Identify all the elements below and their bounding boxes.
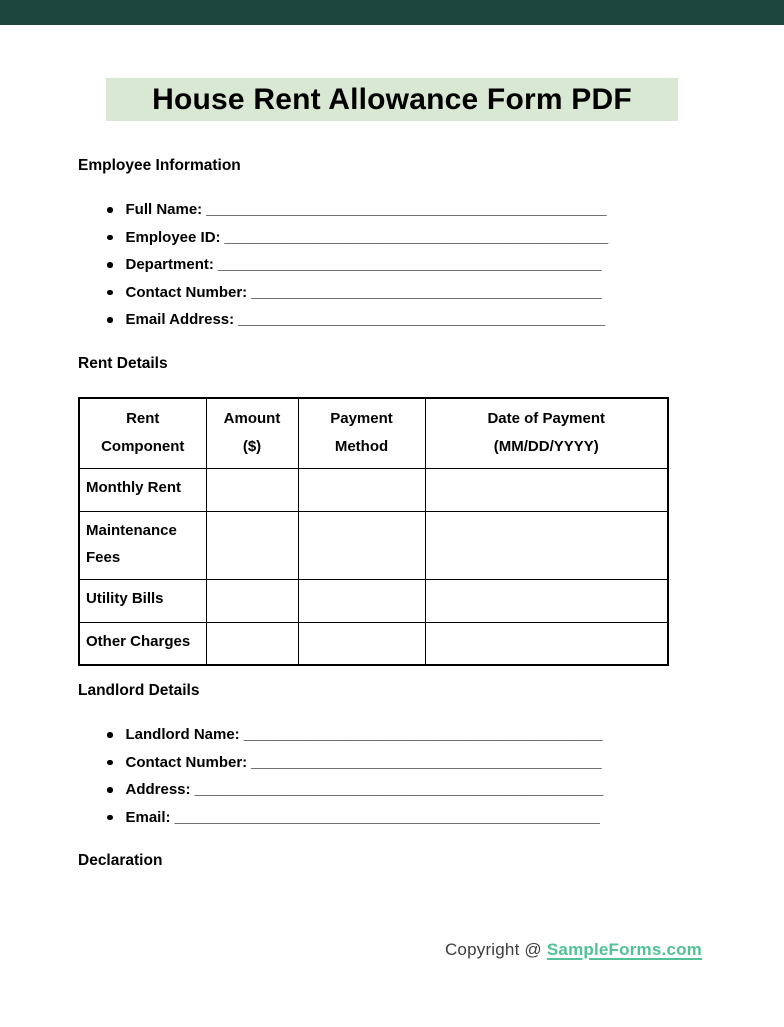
row-label: Utility Bills bbox=[79, 579, 206, 622]
table-header-row bbox=[79, 398, 668, 468]
col-header-payment-method bbox=[298, 398, 425, 468]
blank-line: ___________________________________________ bbox=[243, 726, 603, 744]
empty-cell bbox=[298, 511, 425, 579]
field-landlord-email bbox=[78, 804, 603, 832]
field-landlord-contact-number bbox=[78, 749, 603, 777]
row-label: Monthly Rent bbox=[79, 468, 206, 511]
row-label: Maintenance Fees bbox=[79, 511, 206, 579]
field-employee-id bbox=[78, 224, 608, 252]
col-header-amount bbox=[206, 398, 298, 468]
table-row-other-charges bbox=[79, 622, 668, 665]
field-landlord-name bbox=[78, 721, 603, 749]
heading-landlord-details: Landlord Details bbox=[78, 682, 200, 699]
bullet-icon bbox=[107, 207, 113, 213]
bullet-icon bbox=[107, 732, 113, 738]
header-line: Rent bbox=[126, 410, 160, 428]
landlord-fields-list bbox=[78, 721, 603, 831]
rent-details-table bbox=[78, 397, 669, 666]
blank-line: __________________________________________ bbox=[251, 283, 602, 301]
site-header-strip bbox=[0, 0, 784, 25]
field-contact-number bbox=[78, 279, 608, 307]
blank-line: _________________________________________________ bbox=[194, 781, 604, 799]
bullet-icon bbox=[107, 262, 113, 268]
bullet-icon bbox=[107, 760, 113, 766]
header-line: Date of Payment bbox=[487, 410, 606, 428]
field-department bbox=[78, 251, 608, 279]
table-row-maintenance-fees bbox=[79, 511, 668, 579]
copyright-text: Copyright @ bbox=[444, 940, 542, 959]
col-header-rent-component bbox=[79, 398, 206, 468]
heading-declaration: Declaration bbox=[78, 852, 163, 869]
table-row-monthly-rent bbox=[79, 468, 668, 511]
blank-line: __________________________________________ bbox=[251, 753, 602, 771]
field-label: Contact Number: bbox=[125, 753, 248, 771]
bullet-icon bbox=[107, 317, 113, 323]
col-header-date-of-payment bbox=[425, 398, 668, 468]
empty-cell bbox=[206, 511, 298, 579]
blank-line: ____________________________________________ bbox=[238, 311, 606, 329]
heading-rent-details: Rent Details bbox=[78, 355, 168, 372]
page-title-highlight bbox=[106, 78, 678, 121]
field-label: Address: bbox=[125, 781, 191, 799]
page-title: House Rent Allowance Form PDF bbox=[152, 82, 632, 116]
blank-line: ________________________________________________ bbox=[206, 201, 607, 219]
header-line: ($) bbox=[242, 438, 262, 456]
empty-cell bbox=[425, 468, 668, 511]
header-line: (MM/DD/YYYY) bbox=[493, 438, 599, 456]
field-label: Landlord Name: bbox=[125, 726, 240, 744]
field-label: Email Address: bbox=[125, 311, 235, 329]
footer-copyright bbox=[445, 940, 702, 960]
blank-line: ______________________________________________ bbox=[224, 228, 609, 246]
bullet-icon bbox=[107, 787, 113, 793]
field-landlord-address bbox=[78, 776, 603, 804]
employee-fields-list bbox=[78, 196, 608, 334]
empty-cell bbox=[298, 579, 425, 622]
header-line: Method bbox=[334, 438, 389, 456]
header-line: Payment bbox=[330, 410, 393, 428]
empty-cell bbox=[425, 511, 668, 579]
empty-cell bbox=[298, 468, 425, 511]
sampleforms-link[interactable]: SampleForms.com bbox=[546, 940, 702, 959]
field-label: Full Name: bbox=[125, 201, 203, 219]
blank-line: ___________________________________________________ bbox=[174, 808, 600, 826]
bullet-icon bbox=[107, 815, 113, 821]
field-email-address bbox=[78, 306, 608, 334]
header-line: Component bbox=[101, 438, 185, 456]
table-row-utility-bills bbox=[79, 579, 668, 622]
field-full-name bbox=[78, 196, 608, 224]
bullet-icon bbox=[107, 235, 113, 241]
field-label: Contact Number: bbox=[125, 283, 248, 301]
header-line: Amount bbox=[223, 410, 281, 428]
row-label: Other Charges bbox=[79, 622, 206, 665]
field-label: Department: bbox=[125, 256, 214, 274]
field-label: Employee ID: bbox=[125, 228, 221, 246]
empty-cell bbox=[206, 468, 298, 511]
empty-cell bbox=[425, 622, 668, 665]
empty-cell bbox=[206, 622, 298, 665]
heading-employee-information: Employee Information bbox=[78, 157, 241, 174]
empty-cell bbox=[298, 622, 425, 665]
empty-cell bbox=[425, 579, 668, 622]
blank-line: ______________________________________________ bbox=[217, 256, 602, 274]
field-label: Email: bbox=[125, 808, 171, 826]
empty-cell bbox=[206, 579, 298, 622]
bullet-icon bbox=[107, 290, 113, 296]
